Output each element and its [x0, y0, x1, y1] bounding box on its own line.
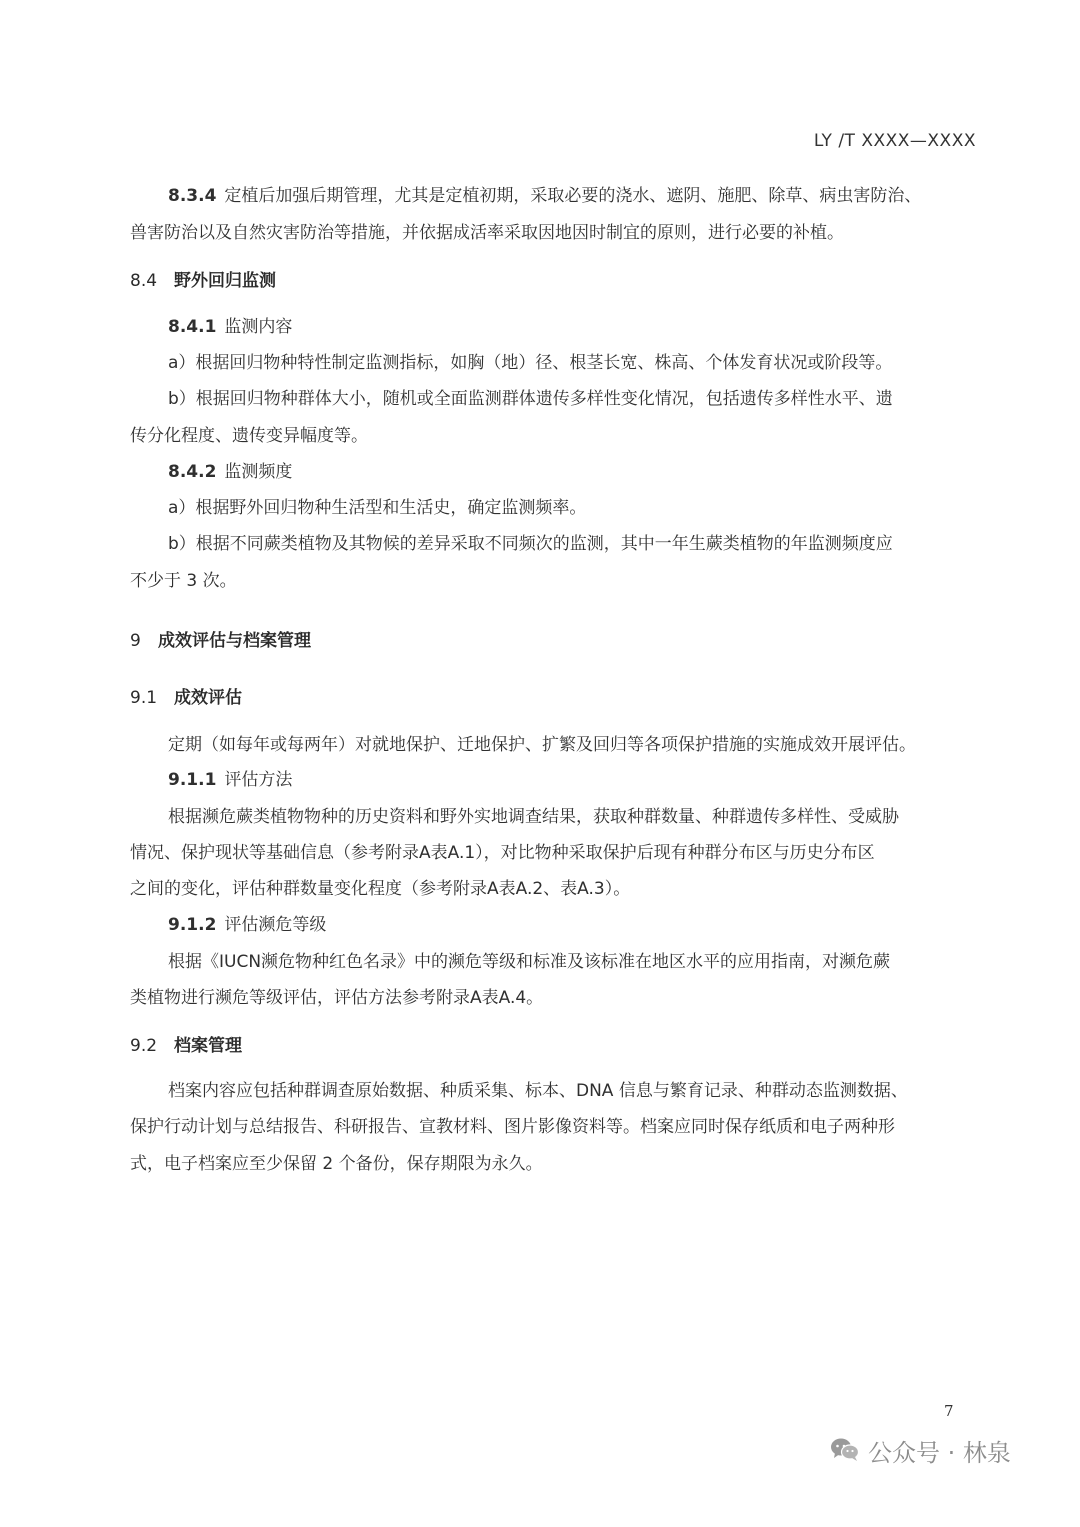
clause-number: 8.4.1 — [168, 317, 217, 337]
heading-title: 成效评估与档案管理 — [158, 631, 311, 651]
heading-number: 9 — [130, 631, 141, 651]
clause-number: 8.3.4 — [168, 186, 217, 206]
clause-8-4-1-item-b-line-2: 传分化程度、遗传变异幅度等。 — [130, 426, 368, 446]
clause-8-4-2-item-b-line-2: 不少于 3 次。 — [130, 571, 237, 591]
clause-8-3-4-line-2: 兽害防治以及自然灾害防治等措施，并依据成活率采取因地因时制宜的原则，进行必要的补植。 — [130, 223, 844, 243]
clause-text: 定植后加强后期管理，尤其是定植初期，采取必要的浇水、遮阴、施肥、除草、病虫害防治、 — [224, 186, 922, 206]
heading-number: 9.2 — [130, 1036, 158, 1056]
clause-8-4-1-title — [168, 309, 980, 345]
clause-9-1-2-line-2: 类植物进行濒危等级评估，评估方法参考附录A表A.4。 — [130, 988, 544, 1008]
clause-9-1-paragraph: 定期（如每年或每两年）对就地保护、迁地保护、扩繁及回归等各项保护措施的实施成效开展评估。 — [168, 735, 916, 755]
clause-8-4-1-item-a: a）根据回归物种特性制定监测指标，如胸（地）径、根茎长宽、株高、个体发育状况或阶段等。 — [168, 353, 893, 373]
heading-title: 成效评估 — [174, 688, 242, 708]
clause-9-1-1-line-1: 根据濒危蕨类植物物种的历史资料和野外实地调查结果，获取种群数量、种群遗传多样性、受威胁 — [168, 807, 899, 827]
clause-title: 监测频度 — [224, 462, 293, 482]
clause-8-4-2-item-b-line-1: b）根据不同蕨类植物及其物候的差异采取不同频次的监测，其中一年生蕨类植物的年监测频度应 — [168, 534, 893, 554]
clause-9-2-line-3: 式，电子档案应至少保留 2 个备份，保存期限为永久。 — [130, 1154, 543, 1174]
heading-number: 9.1 — [130, 688, 158, 708]
clause-title: 评估方法 — [224, 770, 293, 790]
clause-8-4-2-title — [168, 454, 980, 490]
clause-9-1-1-line-3: 之间的变化，评估种群数量变化程度（参考附录A表A.2、表A.3）。 — [130, 879, 631, 899]
clause-8-4-1-item-b-line-1: b）根据回归物种群体大小，随机或全面监测群体遗传多样性变化情况，包括遗传多样性水平、遗 — [168, 389, 893, 409]
watermark-text: 公众号 · 林泉 — [868, 1438, 1011, 1467]
wechat-icon — [830, 1437, 860, 1463]
page-number: 7 — [944, 1402, 954, 1420]
heading-9 — [130, 626, 311, 651]
heading-8-4 — [130, 266, 276, 291]
watermark — [830, 1430, 1011, 1470]
clause-8-3-4-line-1 — [168, 178, 980, 214]
standard-code: LY /T XXXX—XXXX — [813, 131, 976, 151]
clause-number: 9.1.1 — [168, 770, 217, 790]
heading-number: 8.4 — [130, 271, 158, 291]
heading-9-1 — [130, 683, 242, 708]
clause-9-2-line-1: 档案内容应包括种群调查原始数据、种质采集、标本、DNA 信息与繁育记录、种群动态监测数据、 — [168, 1081, 908, 1101]
heading-9-2 — [130, 1031, 242, 1056]
clause-8-4-2-item-a: a）根据野外回归物种生活型和生活史，确定监测频率。 — [168, 498, 587, 518]
clause-9-1-1-title — [168, 762, 980, 798]
clause-9-1-2-title — [168, 907, 980, 943]
clause-9-1-2-line-1: 根据《IUCN濒危物种红色名录》中的濒危等级和标准及该标准在地区水平的应用指南，对濒危蕨 — [168, 952, 891, 972]
clause-number: 8.4.2 — [168, 462, 217, 482]
clause-number: 9.1.2 — [168, 915, 217, 935]
clause-9-1-1-line-2: 情况、保护现状等基础信息（参考附录A表A.1），对比物种采取保护后现有种群分布区与历史分布区 — [130, 843, 875, 863]
heading-title: 野外回归监测 — [174, 271, 276, 291]
clause-title: 评估濒危等级 — [224, 915, 327, 935]
clause-title: 监测内容 — [224, 317, 293, 337]
heading-title: 档案管理 — [174, 1036, 242, 1056]
clause-9-2-line-2: 保护行动计划与总结报告、科研报告、宣教材料、图片影像资料等。档案应同时保存纸质和电子两种形 — [130, 1117, 895, 1137]
